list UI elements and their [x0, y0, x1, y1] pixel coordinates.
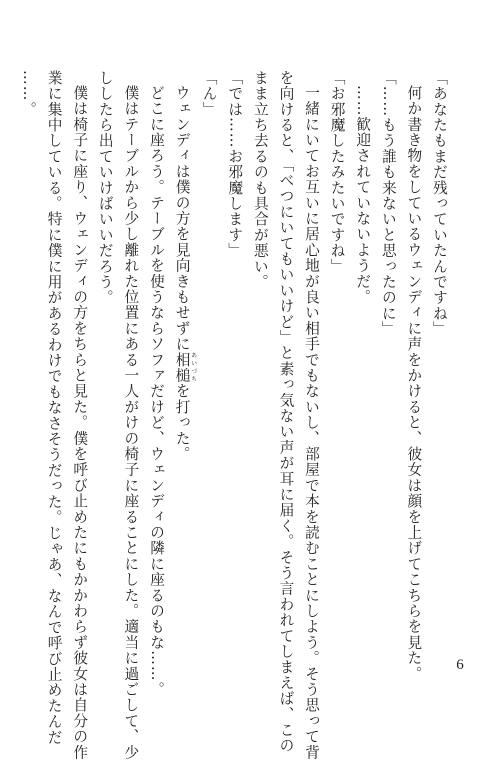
text-line: を向けると、「べつにいてもいいけど」と素っ気ない声が耳に届く。そう言われてしまえば、この: [277, 70, 295, 754]
text-line: 僕は椅子に座り、ウェンディの方をちらと見た。僕を呼び止めたにもかかわらず彼女は自分の作: [71, 84, 89, 760]
text-line: 「ん」: [200, 70, 218, 118]
text-line: ……歓迎されていないようだ。: [354, 84, 372, 305]
text-line: 業に集中している。特に僕に用があるわけでもなさそうだった。じゃあ、なんで呼び止めたんだ: [45, 70, 63, 746]
text-line: 「あなたもまだ残っていたんですね」: [431, 70, 448, 337]
text-line: 僕はテーブルから少し離れた位置にある一人がけの椅子に座ることにした。適当に過ごして、少: [122, 84, 140, 760]
vertical-text-body: [15, 70, 452, 760]
page-number: 6: [456, 657, 464, 673]
text-line: ……。: [20, 70, 37, 118]
text-line: どこに座ろう。テーブルを使うならソファだけど、ウェンディの隣に座るのもな……。: [147, 84, 165, 697]
text-line: 一緒にいてお互いに居心地が良い相手でもないし、部屋で本を読むことにしよう。そう思って背: [303, 84, 321, 760]
text-line-with-ruby: ウェンディは僕の方を見向きもせずに相槌 あいづちを打った。: [173, 84, 197, 462]
text-line: 何か書き物をしているウェンディに声をかけると、彼女は顔を上げてこちらを見た。: [405, 84, 423, 682]
ruby-annotation: 相槌 あいづち: [173, 351, 197, 383]
text-line: ししたら出ていけばいいだろう。: [96, 70, 114, 306]
text-line: 「……もう誰も来ないと思ったのに」: [379, 70, 397, 337]
text-line: 「では……お邪魔します」: [226, 70, 244, 259]
text-line: 「お邪魔したみたいですね」: [328, 70, 346, 275]
text-line: まま立ち去るのも具合が悪い。: [251, 70, 269, 290]
